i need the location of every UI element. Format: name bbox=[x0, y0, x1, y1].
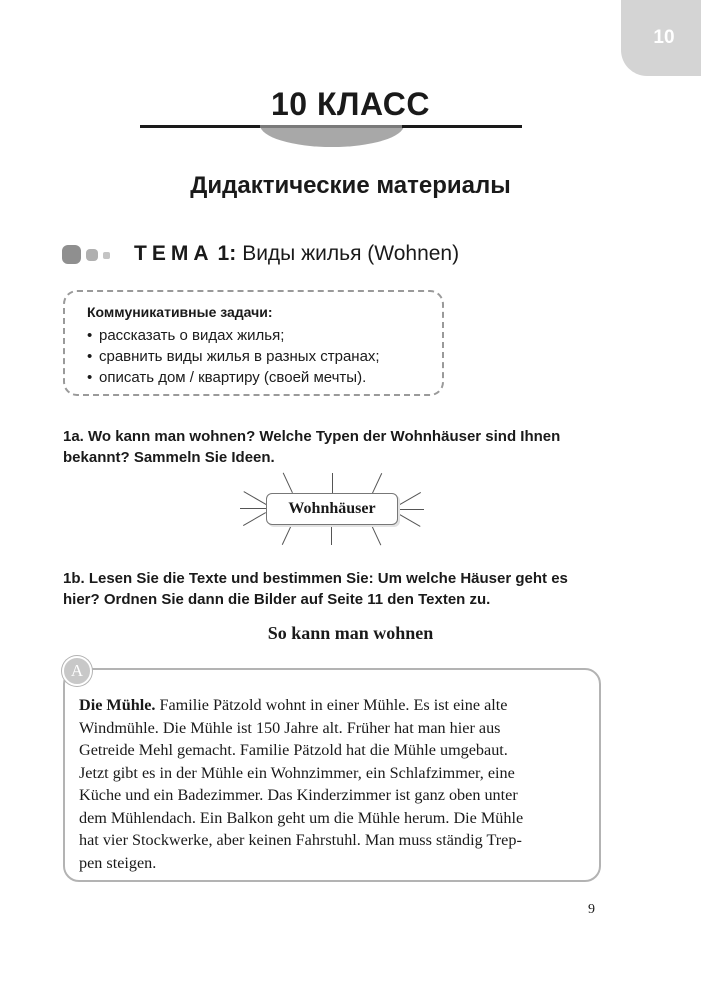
text-line: dem Mühlendach. Ein Balkon geht um die Mühle herum. Die Mühle bbox=[79, 808, 524, 827]
cluster-ray bbox=[332, 473, 333, 493]
communicative-tasks-title: Коммуникативные задачи: bbox=[87, 304, 273, 320]
theme-number: 1 bbox=[217, 242, 230, 265]
text-line: hat vier Stockwerke, aber keinen Fahrstuhl. Man muss ständig Trep- bbox=[79, 831, 522, 849]
text-line: Jetzt gibt es in der Mühle ein Wohnzimmer, ein Schlafzimmer, eine bbox=[79, 763, 515, 782]
cluster-ray bbox=[398, 509, 424, 510]
text-line: Getreide Mehl gemacht. Familie Pätzold hat die Mühle umgebaut. bbox=[79, 741, 508, 759]
cluster-ray bbox=[372, 473, 382, 493]
text-line: Windmühle. Die Mühle ist 150 Jahre alt. Früher hat man hier aus bbox=[79, 718, 501, 737]
title-rule-right bbox=[402, 125, 522, 128]
text-line: pen steigen. bbox=[79, 853, 157, 872]
bullet-icon: • bbox=[87, 369, 93, 386]
cluster-ray bbox=[240, 508, 266, 509]
task-1b bbox=[63, 568, 653, 610]
list-item: • сравнить виды жилья в разных странах; bbox=[87, 348, 380, 365]
list-item: • описать дом / квартиру (своей мечты). bbox=[87, 369, 367, 386]
task-1a-line: bekannt? Sammeln Sie Ideen. bbox=[63, 449, 275, 466]
bullet-icon: • bbox=[87, 327, 93, 344]
communicative-tasks-box bbox=[63, 290, 444, 396]
theme-label: ТЕМА bbox=[134, 242, 214, 265]
dot-small bbox=[103, 252, 110, 259]
page-subtitle: Дидактические материалы bbox=[190, 172, 511, 199]
cluster-ray bbox=[331, 525, 332, 545]
title-rule-ornament bbox=[260, 125, 404, 147]
communicative-tasks-list bbox=[87, 325, 442, 388]
text-line: Die Mühle. Familie Pätzold wohnt in einer Mühle. Es ist eine alte bbox=[79, 696, 508, 714]
theme-heading bbox=[134, 242, 459, 266]
text-a-lead: Die Mühle. bbox=[79, 696, 156, 714]
bullet-icon: • bbox=[87, 348, 93, 365]
cluster-ray bbox=[243, 512, 266, 526]
task-1a bbox=[63, 426, 653, 468]
text-a-badge: A bbox=[62, 656, 92, 686]
cluster-ray bbox=[398, 492, 421, 506]
text-a-box bbox=[63, 668, 601, 882]
dot-large bbox=[62, 245, 81, 264]
list-item: • рассказать о видах жилья; bbox=[87, 327, 285, 344]
task-1a-line: 1a. Wo kann man wohnen? Welche Typen der Wohnhäuser sind Ihnen bbox=[63, 428, 561, 445]
theme-colon: : bbox=[229, 242, 237, 265]
cluster-ray bbox=[398, 513, 421, 527]
theme-title: Виды жилья (Wohnen) bbox=[242, 242, 460, 265]
cluster-ray bbox=[282, 525, 292, 545]
text-line: Küche und ein Badezimmer. Das Kinderzimmer ist ganz oben unter bbox=[79, 786, 518, 804]
cluster-ray bbox=[243, 491, 266, 505]
page-corner-number: 10 bbox=[653, 27, 675, 48]
task-1b-line: hier? Ordnen Sie dann die Bilder auf Seite 11 den Texten zu. bbox=[63, 591, 491, 608]
task-1b-line: 1b. Lesen Sie die Texte und bestimmen Sie: Um welche Häuser geht es bbox=[63, 570, 568, 587]
cluster-center-box: Wohnhäuser bbox=[266, 493, 398, 525]
section-title: So kann man wohnen bbox=[267, 623, 434, 643]
cluster-ray bbox=[371, 525, 381, 545]
page-number: 9 bbox=[588, 902, 595, 917]
cluster-ray bbox=[283, 473, 293, 493]
dot-medium bbox=[86, 249, 98, 261]
class-title: 10 КЛАСС bbox=[271, 86, 430, 122]
page-corner-tab bbox=[621, 0, 701, 76]
title-rule-left bbox=[140, 125, 262, 128]
